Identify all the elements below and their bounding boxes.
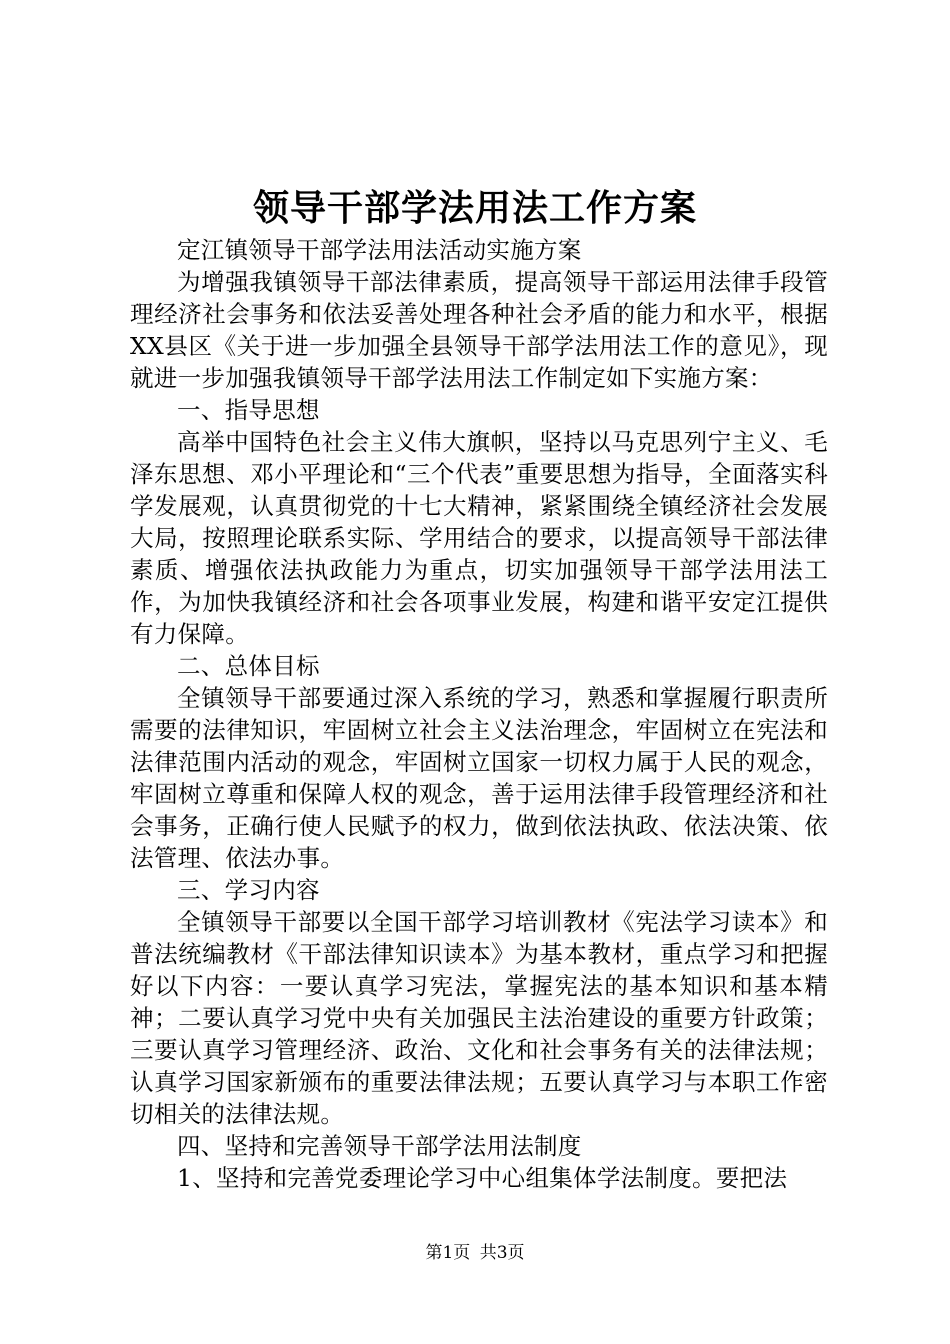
page-total: 共3页 bbox=[479, 1243, 525, 1263]
paragraph-intro: 为增强我镇领导干部法律素质，提高领导干部运用法律手段管理经济社会事务和依法妥善处理各种社会矛盾的能力和水平，根据XX县区《关于进一步加强全县领导干部学法用法工作的意见》，现就进一步加强我镇领导干部学法用法工作制定如下实施方案： bbox=[130, 268, 828, 392]
paragraph-study-content: 全镇领导干部要以全国干部学习培训教材《宪法学习读本》和普法统编教材《干部法律知识读本》为基本教材，重点学习和把握好以下内容：一要认真学习宪法，掌握宪法的基本知识和基本精神；二要认真学习党中央有关加强民主法治建设的重要方针政策；三要认真学习管理经济、政治、文化和社会事务有关的法律法规；认真学习国家新颁布的重要法律法规；五要认真学习与本职工作密切相关的法律法规。 bbox=[130, 908, 828, 1128]
document-body bbox=[130, 234, 828, 1194]
paragraph-overall-goal: 全镇领导干部要通过深入系统的学习，熟悉和掌握履行职责所需要的法律知识，牢固树立社会主义法治理念，牢固树立在宪法和法律范围内活动的观念，牢固树立国家一切权力属于人民的观念，牢固树立尊重和保障人权的观念，善于运用法律手段管理经济和社会事务，正确行使人民赋予的权力，做到依法执政、依法决策、依法管理、依法办事。 bbox=[130, 684, 828, 872]
page-number: 第1页 bbox=[425, 1243, 471, 1263]
section-heading-3: 三、学习内容 bbox=[177, 876, 320, 904]
page-footer bbox=[0, 1241, 950, 1265]
paragraph-guiding-ideology: 高举中国特色社会主义伟大旗帜，坚持以马克思列宁主义、毛泽东思想、邓小平理论和“三个代表”重要思想为指导，全面落实科学发展观，认真贯彻党的十七大精神，紧紧围绕全镇经济社会发展大局，按照理论联系实际、学用结合的要求，以提高领导干部法律素质、增强依法执政能力为重点，切实加强领导干部学法用法工作，为加快我镇经济和社会各项事业发展，构建和谐平安定江提供有力保障。 bbox=[130, 428, 828, 648]
section-heading-1: 一、指导思想 bbox=[177, 396, 320, 424]
document-title: 领导干部学法用法工作方案 bbox=[252, 187, 697, 229]
section-heading-2: 二、总体目标 bbox=[177, 652, 320, 680]
paragraph-item-1: 1、坚持和完善党委理论学习中心组集体学法制度。要把法 bbox=[177, 1164, 788, 1192]
section-heading-4: 四、坚持和完善领导干部学法用法制度 bbox=[177, 1132, 582, 1160]
paragraph-subtitle: 定江镇领导干部学法用法活动实施方案 bbox=[177, 236, 582, 264]
